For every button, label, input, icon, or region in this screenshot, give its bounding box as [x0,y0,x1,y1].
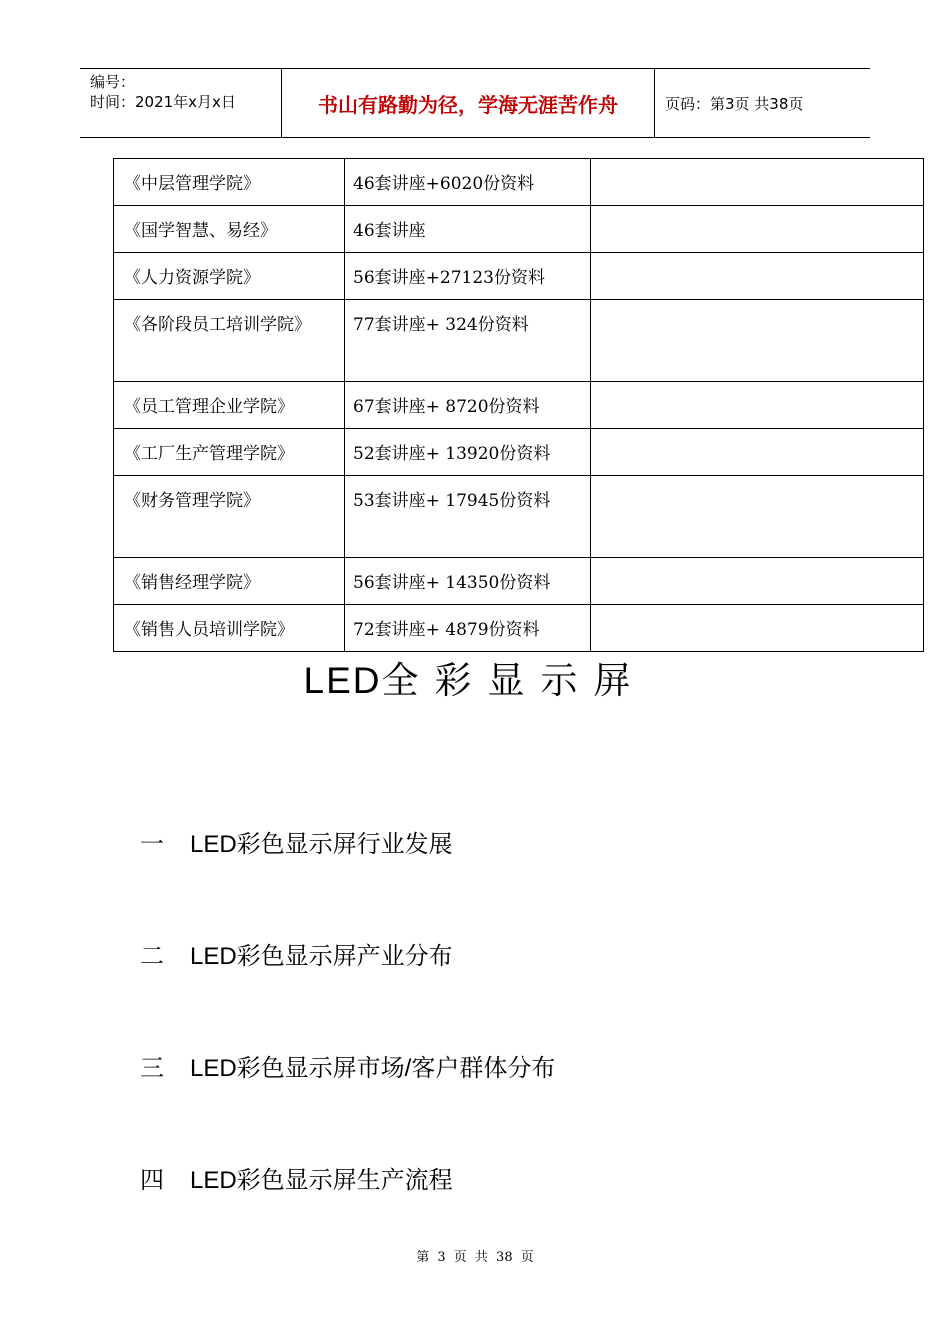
table-row [114,476,924,558]
toc-item [140,1048,555,1083]
toc-number: 三 [140,1054,164,1082]
course-content-cell: 56套讲座+27123份资料 [345,253,591,300]
course-extra-cell [591,382,924,429]
table-row [114,558,924,605]
toc-text: LED彩色显示屏产业分布 [190,943,453,970]
header-left-cell [80,69,282,137]
course-name-cell: 《中层管理学院》 [114,159,345,206]
table-row [114,429,924,476]
course-extra-cell [591,429,924,476]
header-page-info: 页码：第3页 共38页 [665,94,804,113]
course-content-cell: 77套讲座+ 324份资料 [345,300,591,382]
serial-label: 编号： [90,73,136,91]
toc-text: LED彩色显示屏行业发展 [190,831,453,858]
table-row [114,206,924,253]
course-name-cell: 《人力资源学院》 [114,253,345,300]
toc-item [140,936,453,971]
toc-item [140,824,453,859]
toc-number: 二 [140,942,164,970]
title-prefix: LED [303,660,382,701]
document-title [0,650,950,704]
course-extra-cell [591,476,924,558]
course-extra-cell [591,206,924,253]
course-extra-cell [591,300,924,382]
table-row [114,253,924,300]
toc-number: 四 [140,1166,164,1194]
course-content-cell: 72套讲座+ 4879份资料 [345,605,591,652]
course-name-cell: 《销售经理学院》 [114,558,345,605]
course-name-cell: 《工厂生产管理学院》 [114,429,345,476]
table-row [114,159,924,206]
table-row [114,605,924,652]
course-extra-cell [591,253,924,300]
toc-item [140,1160,453,1195]
course-name-cell: 《销售人员培训学院》 [114,605,345,652]
course-extra-cell [591,159,924,206]
toc-text: LED彩色显示屏市场/客户群体分布 [190,1055,556,1082]
table-row [114,382,924,429]
course-name-cell: 《各阶段员工培训学院》 [114,300,345,382]
toc-number: 一 [140,830,164,858]
table-row [114,300,924,382]
course-extra-cell [591,605,924,652]
course-name-cell: 《员工管理企业学院》 [114,382,345,429]
course-content-cell: 52套讲座+ 13920份资料 [345,429,591,476]
course-name-cell: 《财务管理学院》 [114,476,345,558]
page-footer: 第 3 页 共 38 页 [416,1250,534,1265]
course-content-cell: 46套讲座 [345,206,591,253]
toc-text: LED彩色显示屏生产流程 [190,1167,453,1194]
course-content-cell: 56套讲座+ 14350份资料 [345,558,591,605]
course-content-cell: 46套讲座+6020份资料 [345,159,591,206]
course-content-cell: 67套讲座+ 8720份资料 [345,382,591,429]
course-extra-cell [591,558,924,605]
course-name-cell: 《国学智慧、易经》 [114,206,345,253]
time-label: 时间：2021年x月x日 [90,93,236,111]
title-main: 全彩显示屏 [381,660,647,701]
course-table [113,158,924,652]
header-motto: 书山有路勤为径，学海无涯苦作舟 [282,69,655,137]
course-content-cell: 53套讲座+ 17945份资料 [345,476,591,558]
page-header [80,68,870,138]
